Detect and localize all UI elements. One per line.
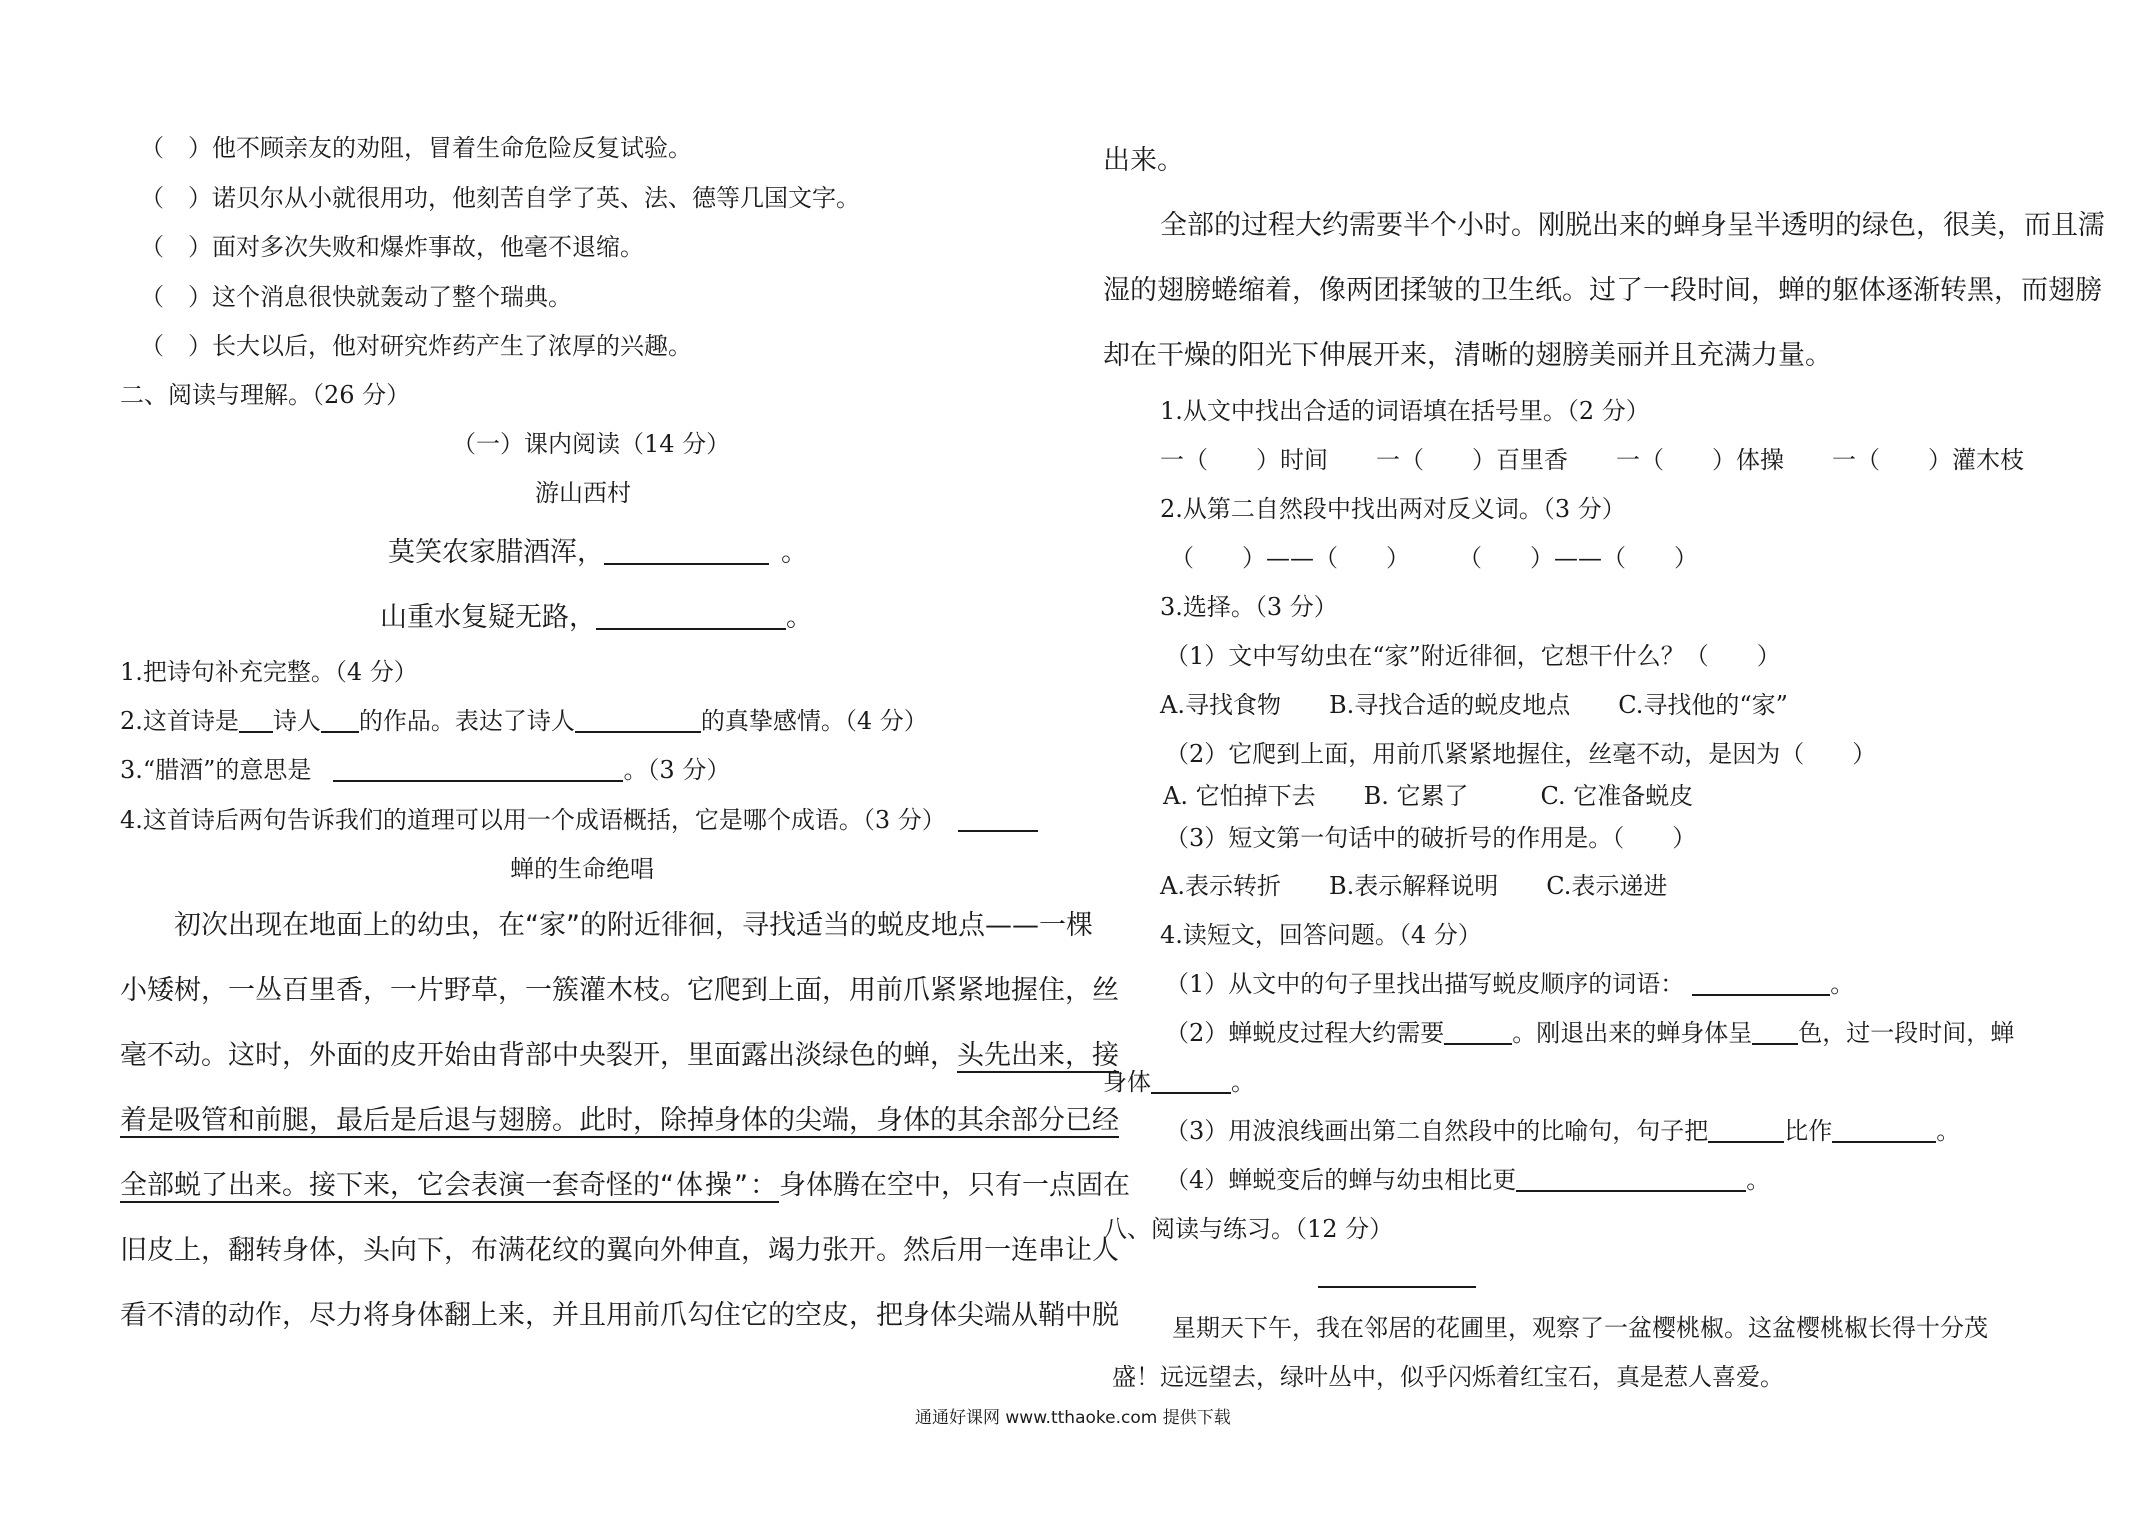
poem-line-1-blank[interactable]: [604, 536, 769, 565]
r-question-3-1: （1）文中写幼虫在“家”附近徘徊，它想干什么？（ ）: [1165, 642, 1781, 670]
r-question-3-3: （3）短文第一句话中的破折号的作用是。（ ）: [1165, 824, 1697, 852]
r-q4-2-text-e: 。: [1231, 1068, 1255, 1096]
r-question-3-3-options[interactable]: A.表示转折 B.表示解释说明 C.表示递进: [1160, 872, 1668, 900]
r-q4-2-text-a: （2）蝉蜕皮过程大约需要: [1165, 1019, 1445, 1047]
q2-text-b: 诗人: [272, 707, 321, 735]
r-question-3: 3.选择。（3 分）: [1160, 593, 1338, 621]
true-false-item-3: （ ）面对多次失败和爆炸事故，他毫不退缩。: [140, 233, 644, 261]
true-false-item-5: （ ）长大以后，他对研究炸药产生了浓厚的兴趣。: [140, 332, 692, 360]
r-q4-2-blank-color[interactable]: [1752, 1019, 1798, 1045]
r-question-3-2: （2）它爬到上面，用前爪紧紧地握住，丝毫不动，是因为（ ）: [1165, 740, 1877, 768]
essay-line-4-underlined: 着是吸管和前腿，最后是后退与翅膀。此时，除掉身体的尖端，身体的其余部分已经: [120, 1105, 1119, 1136]
essay-para2-line-2: 湿的翅膀蜷缩着，像两团揉皱的卫生纸。过了一段时间，蝉的躯体逐渐转黑，而翅膀: [1103, 275, 2102, 306]
q2-text-d: 的真挚感情。（4 分）: [700, 707, 928, 735]
essay-para2-line-1: 全部的过程大约需要半个小时。刚脱出来的蝉身呈半透明的绿色，很美，而且濡: [1160, 210, 2105, 241]
poem-line-1-end: 。: [781, 537, 808, 568]
q2-blank-dynasty[interactable]: [239, 707, 273, 733]
r-q4-3-blank-2[interactable]: [1832, 1117, 1936, 1143]
poem-line-2-blank[interactable]: [596, 601, 786, 630]
essay-continued: 出来。: [1103, 145, 1184, 176]
essay-line-2: 小矮树，一丛百里香，一片野草，一簇灌木枝。它爬到上面，用前爪紧紧地握住，丝: [120, 975, 1119, 1006]
r-question-4-3: [1165, 1111, 1960, 1146]
question-4: [120, 800, 1038, 835]
r-question-3-1-options[interactable]: A.寻找食物 B.寻找合适的蜕皮地点 C.寻找他的“家”: [1160, 691, 1788, 719]
essay-line-6: 旧皮上，翻转身体，头向下，布满花纹的翼向外伸直，竭力张开。然后用一连串让人: [120, 1235, 1119, 1266]
essay-line-3: [120, 1033, 1119, 1072]
r-q4-3-text-b: 比作: [1784, 1117, 1833, 1145]
q3-text-a: 3.“腊酒”的意思是: [120, 756, 312, 784]
r-q4-1-blank[interactable]: [1692, 970, 1830, 996]
poem-line-2-end: 。: [786, 602, 813, 633]
question-3: [120, 750, 730, 785]
poem-line-2: [380, 595, 813, 634]
r-q4-4-text-b: 。: [1746, 1166, 1771, 1194]
r-q4-1-text: （1）从文中的句子里找出描写蜕皮顺序的词语：: [1165, 970, 1685, 998]
essay-line-3-underlined: 头先出来，接: [957, 1040, 1119, 1071]
r-q4-3-text-c: 。: [1936, 1117, 1961, 1145]
poem-line-1: [388, 530, 808, 569]
r-question-4-4: [1165, 1160, 1770, 1195]
title-blank-line[interactable]: [1318, 1286, 1476, 1288]
r-q4-3-text-a: （3）用波浪线画出第二自然段中的比喻句，句子把: [1165, 1117, 1709, 1145]
footer-credit: 通通好课网 www.tthaoke.com 提供下载: [915, 1408, 1231, 1428]
q2-text-c: 的作品。表达了诗人: [358, 707, 575, 735]
r-question-1-fill[interactable]: 一（ ）时间 一（ ）百里香 一（ ）体操 一（ ）灌木枝: [1160, 446, 2024, 474]
r-question-1: 1.从文中找出合适的词语填在括号里。（2 分）: [1160, 397, 1650, 425]
essay-line-5-quoted: “体操”：: [660, 1170, 779, 1201]
poem-line-1-text: 莫笑农家腊酒浑，: [388, 537, 604, 568]
r-q4-1-end: 。: [1830, 970, 1855, 998]
essay-line-5: [120, 1163, 1130, 1202]
q2-blank-poet[interactable]: [321, 707, 359, 733]
section-2-heading: 二、阅读与理解。（26 分）: [120, 381, 411, 409]
poem-line-2-text: 山重水复疑无路，: [380, 602, 596, 633]
true-false-item-4: （ ）这个消息很快就轰动了整个瑞典。: [140, 283, 572, 311]
essay-line-7: 看不清的动作，尽力将身体翻上来，并且用前爪勾住它的空皮，把身体尖端从鞘中脱: [120, 1300, 1119, 1331]
r-q4-2-blank-body[interactable]: [1151, 1068, 1231, 1094]
q2-blank-feeling[interactable]: [575, 707, 701, 733]
r-question-4-2: [1165, 1013, 2014, 1048]
r-question-4: 4.读短文，回答问题。（4 分）: [1160, 921, 1482, 949]
essay-line-5-underlined: 全部蜕了出来。接下来，它会表演一套奇怪的: [120, 1170, 660, 1201]
r-question-2-fill[interactable]: （ ）——（ ） （ ）——（ ）: [1170, 544, 1698, 572]
r-question-4-1: [1165, 964, 1854, 999]
r-question-2: 2.从第二自然段中找出两对反义词。（3 分）: [1160, 495, 1626, 523]
section-8-heading: 八、阅读与练习。（12 分）: [1103, 1215, 1394, 1243]
q3-blank[interactable]: [333, 756, 623, 782]
true-false-item-2: （ ）诺贝尔从小就很用功，他刻苦自学了英、法、德等几国文字。: [140, 184, 860, 212]
r-q4-2-text-b: 。刚退出来的蝉身体呈: [1512, 1019, 1753, 1047]
r-q4-2-blank-duration[interactable]: [1444, 1019, 1512, 1045]
r-question-4-2-cont: [1103, 1062, 1255, 1097]
essay-line-3-a: 毫不动。这时，外面的皮开始由背部中央裂开，里面露出淡绿色的蝉，: [120, 1040, 957, 1071]
q3-text-b: 。（3 分）: [623, 756, 731, 784]
r-q4-2-text-c: 色，过一段时间，蝉: [1798, 1019, 2015, 1047]
essay-para2-line-3: 却在干燥的阳光下伸展开来，清晰的翅膀美丽并且充满力量。: [1103, 340, 1832, 371]
reading-line-1: 星期天下午，我在邻居的花圃里，观察了一盆樱桃椒。这盆樱桃椒长得十分茂: [1172, 1314, 1988, 1342]
q4-text: 4.这首诗后两句告诉我们的道理可以用一个成语概括，它是哪个成语。（3 分）: [120, 806, 946, 834]
r-question-3-2-options[interactable]: A. 它怕掉下去 B. 它累了 C. 它准备蜕皮: [1163, 782, 1694, 810]
essay-line-5-c: 身体腾在空中，只有一点固在: [778, 1170, 1130, 1201]
question-2: [120, 701, 928, 736]
r-q4-4-text-a: （4）蝉蜕变后的蝉与幼虫相比更: [1165, 1166, 1517, 1194]
r-q4-4-blank[interactable]: [1516, 1166, 1746, 1192]
reading-line-2: 盛！远远望去，绿叶丛中，似乎闪烁着红宝石，真是惹人喜爱。: [1112, 1363, 1784, 1391]
r-q4-2-text-d: 身体: [1103, 1068, 1151, 1096]
q4-blank[interactable]: [958, 806, 1038, 832]
question-1: 1.把诗句补充完整。（4 分）: [120, 658, 418, 686]
essay-line-4: [120, 1098, 1119, 1137]
essay-line-1: 初次出现在地面上的幼虫，在“家”的附近徘徊，寻找适当的蜕皮地点——一棵: [174, 910, 1093, 941]
subsection-heading: （一）课内阅读（14 分）: [452, 430, 731, 458]
poem-title: 游山西村: [535, 479, 631, 507]
r-q4-3-blank-1[interactable]: [1708, 1117, 1784, 1143]
true-false-item-1: （ ）他不顾亲友的劝阻，冒着生命危险反复试验。: [140, 134, 692, 162]
q2-text-a: 2.这首诗是: [120, 707, 239, 735]
essay-title: 蝉的生命绝唱: [510, 855, 654, 883]
